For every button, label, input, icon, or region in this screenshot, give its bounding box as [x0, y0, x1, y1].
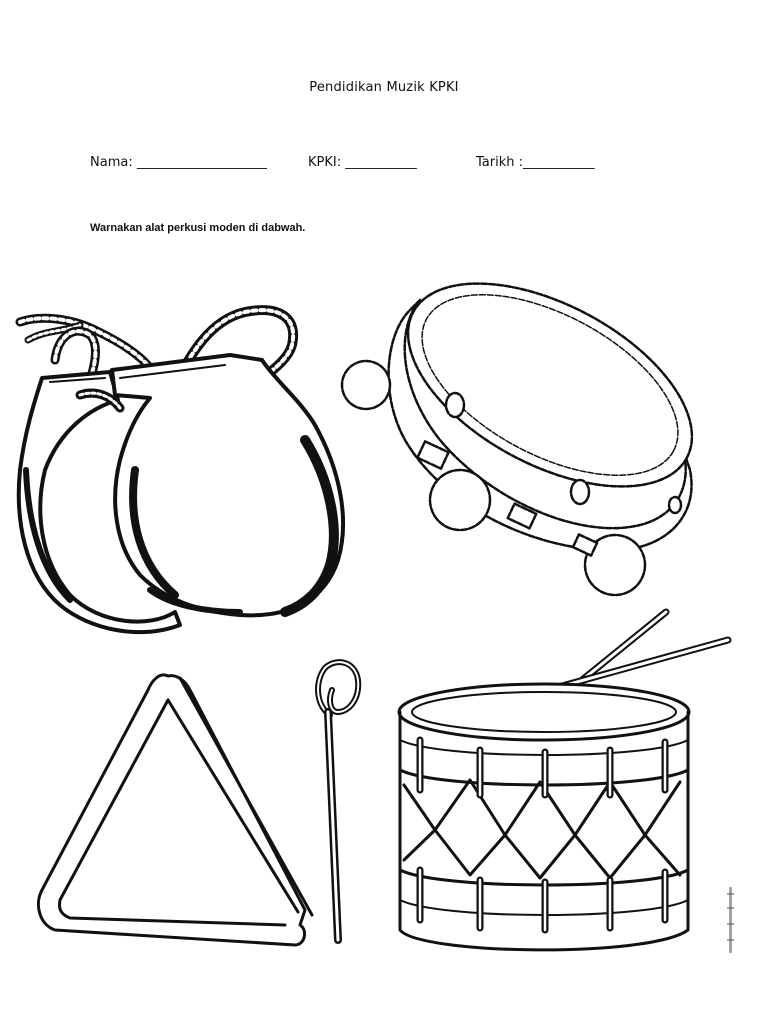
triangle-beater-icon [318, 662, 358, 940]
tarikh-field: Tarikh :___________ [476, 155, 595, 170]
instruction-text: Warnakan alat perkusi moden di dabwah. [90, 222, 306, 234]
tambourine-icon [342, 242, 724, 595]
drum-icon [399, 684, 689, 950]
page-title: Pendidikan Muzik KPKI [309, 80, 459, 95]
castanets-icon [19, 310, 343, 632]
triangle-icon [38, 675, 312, 945]
credit-watermark-icon [724, 885, 738, 955]
nama-field: Nama: ____________________ [90, 155, 267, 170]
kpki-field: KPKI: ___________ [308, 155, 417, 170]
